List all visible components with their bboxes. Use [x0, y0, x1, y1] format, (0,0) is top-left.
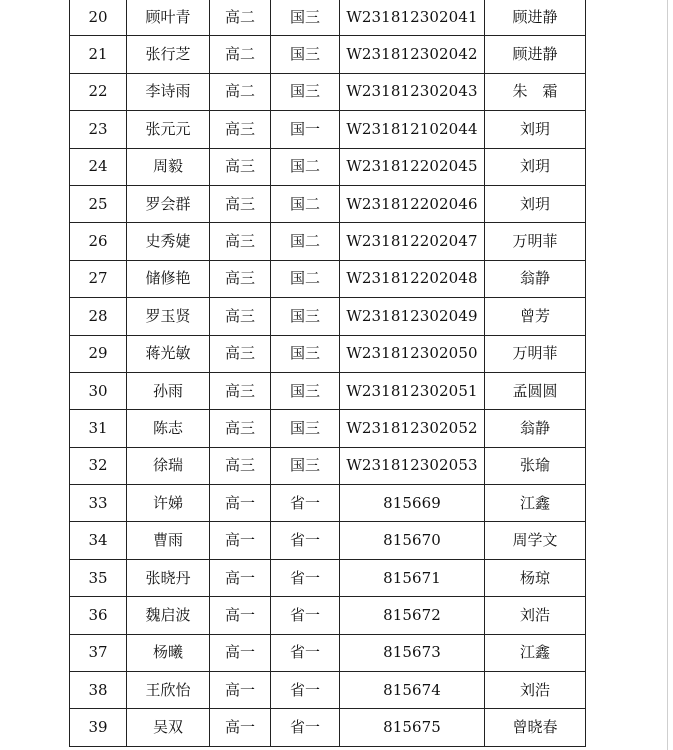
cell-student-name: 徐瑞: [127, 447, 210, 484]
cell-teacher: 张瑜: [485, 447, 586, 484]
table-row: [70, 0, 586, 36]
cell-grade: 高一: [210, 597, 271, 634]
cell-student-name: 吴双: [127, 709, 210, 746]
cell-grade: 高一: [210, 709, 271, 746]
cell-award-level: 省一: [271, 522, 340, 559]
cell-number: 23: [70, 111, 127, 148]
cell-teacher: 杨琼: [485, 559, 586, 596]
cell-certificate-number: W231812302043: [340, 73, 485, 110]
table-row: [70, 447, 586, 484]
table-row: [70, 260, 586, 297]
cell-award-level: 国二: [271, 260, 340, 297]
cell-certificate-number: W231812302051: [340, 372, 485, 409]
cell-student-name: 张行芝: [127, 36, 210, 73]
cell-award-level: 国三: [271, 73, 340, 110]
cell-grade: 高三: [210, 260, 271, 297]
cell-teacher: 江鑫: [485, 634, 586, 671]
table-row: [70, 73, 586, 110]
cell-certificate-number: 815674: [340, 672, 485, 709]
cell-teacher: 朱 霜: [485, 73, 586, 110]
cell-number: 24: [70, 148, 127, 185]
cell-student-name: 张晓丹: [127, 559, 210, 596]
cell-award-level: 国三: [271, 335, 340, 372]
cell-award-level: 国三: [271, 410, 340, 447]
table-row: [70, 223, 586, 260]
cell-teacher: 刘玥: [485, 148, 586, 185]
cell-award-level: 国二: [271, 223, 340, 260]
cell-certificate-number: W231812302049: [340, 298, 485, 335]
award-roster-table: [69, 0, 586, 747]
table-row: [70, 410, 586, 447]
cell-number: 35: [70, 559, 127, 596]
table-row: [70, 298, 586, 335]
cell-student-name: 顾叶青: [127, 0, 210, 36]
cell-certificate-number: W231812302042: [340, 36, 485, 73]
cell-award-level: 省一: [271, 672, 340, 709]
cell-number: 20: [70, 0, 127, 36]
table-row: [70, 335, 586, 372]
table-row: [70, 559, 586, 596]
table-row: [70, 185, 586, 222]
table-body: [70, 0, 586, 746]
table-row: [70, 485, 586, 522]
cell-grade: 高二: [210, 36, 271, 73]
cell-student-name: 罗玉贤: [127, 298, 210, 335]
cell-certificate-number: W231812302053: [340, 447, 485, 484]
cell-teacher: 刘玥: [485, 185, 586, 222]
table-row: [70, 148, 586, 185]
cell-certificate-number: W231812302050: [340, 335, 485, 372]
cell-certificate-number: W231812202048: [340, 260, 485, 297]
table-row: [70, 634, 586, 671]
cell-grade: 高三: [210, 447, 271, 484]
cell-award-level: 国三: [271, 298, 340, 335]
cell-award-level: 国二: [271, 185, 340, 222]
table-row: [70, 709, 586, 746]
cell-grade: 高二: [210, 73, 271, 110]
cell-award-level: 省一: [271, 709, 340, 746]
table-row: [70, 522, 586, 559]
cell-grade: 高一: [210, 522, 271, 559]
cell-student-name: 许娣: [127, 485, 210, 522]
cell-award-level: 国三: [271, 447, 340, 484]
cell-certificate-number: W231812202047: [340, 223, 485, 260]
cell-grade: 高二: [210, 0, 271, 36]
cell-teacher: 孟圆圆: [485, 372, 586, 409]
cell-grade: 高三: [210, 111, 271, 148]
cell-number: 26: [70, 223, 127, 260]
cell-teacher: 刘玥: [485, 111, 586, 148]
cell-certificate-number: 815670: [340, 522, 485, 559]
cell-number: 21: [70, 36, 127, 73]
cell-number: 31: [70, 410, 127, 447]
cell-grade: 高三: [210, 298, 271, 335]
cell-teacher: 顾进静: [485, 36, 586, 73]
cell-certificate-number: W231812202045: [340, 148, 485, 185]
cell-award-level: 国三: [271, 372, 340, 409]
cell-student-name: 蒋光敏: [127, 335, 210, 372]
cell-certificate-number: 815672: [340, 597, 485, 634]
cell-student-name: 曹雨: [127, 522, 210, 559]
cell-student-name: 储修艳: [127, 260, 210, 297]
cell-student-name: 史秀婕: [127, 223, 210, 260]
cell-grade: 高三: [210, 223, 271, 260]
cell-award-level: 国三: [271, 0, 340, 36]
cell-award-level: 省一: [271, 559, 340, 596]
cell-number: 30: [70, 372, 127, 409]
cell-number: 34: [70, 522, 127, 559]
cell-teacher: 曾芳: [485, 298, 586, 335]
cell-teacher: 顾进静: [485, 0, 586, 36]
cell-student-name: 李诗雨: [127, 73, 210, 110]
cell-teacher: 周学文: [485, 522, 586, 559]
cell-student-name: 罗会群: [127, 185, 210, 222]
page-edge-line: [667, 0, 668, 750]
cell-certificate-number: 815673: [340, 634, 485, 671]
cell-award-level: 国二: [271, 148, 340, 185]
cell-number: 32: [70, 447, 127, 484]
cell-certificate-number: W231812302041: [340, 0, 485, 36]
cell-student-name: 周毅: [127, 148, 210, 185]
table-row: [70, 36, 586, 73]
cell-grade: 高三: [210, 372, 271, 409]
cell-number: 38: [70, 672, 127, 709]
cell-number: 29: [70, 335, 127, 372]
cell-grade: 高一: [210, 672, 271, 709]
table-row: [70, 372, 586, 409]
cell-student-name: 陈志: [127, 410, 210, 447]
cell-certificate-number: W231812102044: [340, 111, 485, 148]
cell-student-name: 杨曦: [127, 634, 210, 671]
cell-grade: 高一: [210, 559, 271, 596]
cell-teacher: 翁静: [485, 260, 586, 297]
cell-award-level: 国一: [271, 111, 340, 148]
cell-grade: 高三: [210, 185, 271, 222]
cell-number: 33: [70, 485, 127, 522]
cell-teacher: 万明菲: [485, 335, 586, 372]
cell-number: 36: [70, 597, 127, 634]
cell-teacher: 刘浩: [485, 597, 586, 634]
cell-number: 25: [70, 185, 127, 222]
cell-teacher: 刘浩: [485, 672, 586, 709]
cell-teacher: 翁静: [485, 410, 586, 447]
table-row: [70, 597, 586, 634]
cell-student-name: 王欣怡: [127, 672, 210, 709]
cell-number: 37: [70, 634, 127, 671]
cell-student-name: 孙雨: [127, 372, 210, 409]
cell-award-level: 省一: [271, 634, 340, 671]
cell-number: 39: [70, 709, 127, 746]
cell-certificate-number: W231812202046: [340, 185, 485, 222]
cell-number: 22: [70, 73, 127, 110]
cell-grade: 高三: [210, 335, 271, 372]
cell-number: 28: [70, 298, 127, 335]
cell-certificate-number: 815675: [340, 709, 485, 746]
cell-grade: 高一: [210, 485, 271, 522]
cell-award-level: 省一: [271, 485, 340, 522]
cell-teacher: 万明菲: [485, 223, 586, 260]
cell-grade: 高三: [210, 148, 271, 185]
table-row: [70, 672, 586, 709]
cell-grade: 高一: [210, 634, 271, 671]
cell-teacher: 曾晓春: [485, 709, 586, 746]
cell-number: 27: [70, 260, 127, 297]
cell-grade: 高三: [210, 410, 271, 447]
cell-certificate-number: 815669: [340, 485, 485, 522]
cell-certificate-number: 815671: [340, 559, 485, 596]
cell-teacher: 江鑫: [485, 485, 586, 522]
cell-student-name: 魏启波: [127, 597, 210, 634]
cell-award-level: 省一: [271, 597, 340, 634]
cell-student-name: 张元元: [127, 111, 210, 148]
cell-award-level: 国三: [271, 36, 340, 73]
table-row: [70, 111, 586, 148]
cell-certificate-number: W231812302052: [340, 410, 485, 447]
